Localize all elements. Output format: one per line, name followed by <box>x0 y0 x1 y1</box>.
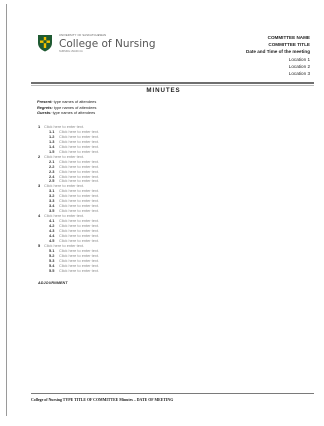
agenda-subitem-number: 4.3 <box>49 228 55 234</box>
agenda-subitem-text[interactable]: Click here to enter text. <box>59 133 100 139</box>
agenda-subitem-text[interactable]: Click here to enter text. <box>59 173 100 179</box>
agenda-subitem-text[interactable]: Click here to enter text. <box>59 203 100 209</box>
agenda-subitem-number: 5.4 <box>49 262 55 268</box>
header-divider <box>31 82 314 86</box>
agenda-subitem-text[interactable]: Click here to enter text. <box>59 228 100 234</box>
agenda-subitem-number: 1.4 <box>49 143 55 149</box>
attendance-label: Present: <box>37 99 53 104</box>
agenda-item-number: 2 <box>38 153 41 159</box>
page-title: MINUTES <box>146 87 181 94</box>
agenda-subitem-number: 4.1 <box>49 218 55 224</box>
agenda-subitem-number: 3.1 <box>49 188 55 194</box>
attendance-value[interactable]: type names of attendees <box>53 99 97 104</box>
attendance-label: Regrets: <box>37 104 53 110</box>
meeting-location-2[interactable]: Location 2 <box>288 63 310 69</box>
agenda-item-text[interactable]: Click here to enter text. <box>44 124 85 129</box>
logo-university-name: UNIVERSITY OF SASKATCHEWAN <box>59 34 107 37</box>
attendance-block <box>37 99 97 116</box>
agenda-subitem-number: 2.3 <box>49 168 55 174</box>
agenda-subitem-text[interactable]: Click here to enter text. <box>59 168 100 174</box>
agenda-subitem-number: 2.1 <box>49 158 55 164</box>
document-page <box>6 4 320 416</box>
agenda-subitem-text[interactable]: Click here to enter text. <box>59 252 100 258</box>
attendance-guests <box>37 110 97 116</box>
agenda-subitem-number: 2.2 <box>49 163 55 169</box>
agenda-subitem-text[interactable]: Click here to enter text. <box>59 148 100 154</box>
agenda-subitem-text[interactable]: Click here to enter text. <box>59 128 100 134</box>
agenda-subitem-number: 1.3 <box>49 138 55 144</box>
meeting-header <box>170 34 310 77</box>
agenda-subitem-number: 4.5 <box>49 237 55 243</box>
adjournment-heading: ADJOURNMENT <box>38 280 68 285</box>
attendance-value[interactable]: type names of attendees <box>52 110 96 116</box>
agenda-subitem-text[interactable]: Click here to enter text. <box>59 208 100 214</box>
page-footer: College of Nursing TYPE TITLE OF COMMITTEE Minutes – DATE OF MEETING <box>31 398 174 402</box>
agenda-item-number: 3 <box>38 183 41 189</box>
agenda-item-number: 1 <box>38 124 41 129</box>
agenda-subitem-number: 5.2 <box>49 252 55 258</box>
meeting-date-time[interactable]: Date and Time of the meeting <box>246 49 310 55</box>
agenda-subitem-number: 2.4 <box>49 173 55 179</box>
agenda-subitem-number: 2.5 <box>49 178 55 184</box>
agenda-subitem-number: 3.4 <box>49 203 55 209</box>
university-crest-icon <box>37 34 53 52</box>
agenda-item-text[interactable]: Click here to enter text. <box>44 153 85 159</box>
agenda-subitem <box>38 269 99 274</box>
agenda-subitem-text[interactable]: Click here to enter text. <box>59 237 100 243</box>
logo-tagline: NURSING.USASK.CA <box>59 50 83 54</box>
agenda-subitem-text[interactable]: Click here to enter text. <box>59 178 100 184</box>
agenda-subitem-number: 5.5 <box>49 267 55 273</box>
agenda-subitem-number: 4.2 <box>49 223 55 229</box>
agenda-subitem-text[interactable]: Click here to enter text. <box>59 158 100 164</box>
agenda-subitem-number: 1.5 <box>49 148 55 154</box>
agenda-subitem-number: 5.1 <box>49 247 55 253</box>
agenda-subitem-text[interactable]: Click here to enter text. <box>59 223 100 229</box>
agenda-item-text[interactable]: Click here to enter text. <box>44 213 85 219</box>
agenda-subitem-text[interactable]: Click here to enter text. <box>59 247 100 253</box>
agenda-subitem-text[interactable]: Click here to enter text. <box>59 198 100 204</box>
committee-name[interactable]: COMMITTEE NAME <box>267 35 310 40</box>
meeting-location-1[interactable]: Location 1 <box>288 56 310 62</box>
attendance-value[interactable]: type names of attendees <box>53 104 97 110</box>
agenda-subitem-number: 3.2 <box>49 193 55 199</box>
college-logo <box>37 34 156 54</box>
agenda-list <box>38 125 99 285</box>
logo-college-name: College of Nursing <box>59 37 156 50</box>
agenda-subitem-text[interactable]: Click here to enter text. <box>59 232 100 238</box>
committee-title[interactable]: COMMITTEE TITLE <box>268 42 310 48</box>
agenda-subitem-text[interactable]: Click here to enter text. <box>59 218 100 224</box>
agenda-subitem-text[interactable]: Click here to enter text. <box>59 138 100 144</box>
agenda-subitem-number: 3.5 <box>49 208 55 214</box>
agenda-subitem-number: 1.2 <box>49 133 55 139</box>
agenda-subitem-text[interactable]: Click here to enter text. <box>59 163 100 169</box>
agenda-item-number: 5 <box>38 242 41 248</box>
footer-divider <box>31 393 314 395</box>
agenda-subitem-text[interactable]: Click here to enter text. <box>59 188 100 194</box>
attendance-label: Guests: <box>37 110 52 116</box>
agenda-subitem-text[interactable]: Click here to enter text. <box>59 262 100 268</box>
agenda-subitem-number: 3.3 <box>49 198 55 204</box>
agenda-item-number: 4 <box>38 213 41 219</box>
meeting-location-3[interactable]: Location 3 <box>288 71 310 77</box>
agenda-subitem-number: 5.3 <box>49 257 55 263</box>
agenda-subitem-text[interactable]: Click here to enter text. <box>59 267 100 273</box>
agenda-subitem-text[interactable]: Click here to enter text. <box>59 193 100 199</box>
agenda-subitem-number: 1.1 <box>49 128 55 134</box>
agenda-item-text[interactable]: Click here to enter text. <box>44 242 85 248</box>
agenda-subitem-text[interactable]: Click here to enter text. <box>59 257 100 263</box>
agenda-item-text[interactable]: Click here to enter text. <box>44 183 85 189</box>
agenda-subitem-text[interactable]: Click here to enter text. <box>59 143 100 149</box>
agenda-subitem-number: 4.4 <box>49 232 55 238</box>
